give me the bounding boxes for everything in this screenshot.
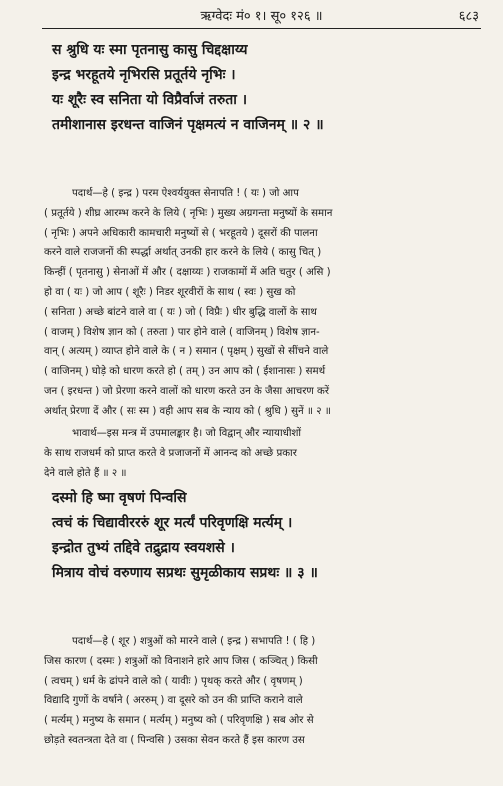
header-rule (42, 28, 481, 29)
bhavartha-2 (44, 424, 481, 483)
text-line: ( वाजम् ) विशेष ज्ञान को ( तरुता ) पार होने वाले ( वाजिनम् ) विशेष ज्ञान- (44, 326, 320, 338)
text-line: छोड़ते स्वतन्त्रता देते वा ( पिन्वसि ) उसका सेवन करते हैं इस कारण उस (44, 734, 305, 746)
text-line: पदार्थ—हे ( शूर ) शत्रुओं को मारने वाले ( इन्द्र ) सभापति ! ( हि ) (72, 636, 316, 647)
text-line: ( नृभिः ) अपने अधिकारी कामचारी मनुष्यों से ( भरहूतये ) दूसरों की पालना (44, 227, 318, 239)
mantra-line: यः शूरैः स्व सनिता यो विप्रैर्वाजं तरुता । (52, 92, 248, 108)
text-line: किन्हीं ( पृतनासु ) सेनाओं में और ( दक्षाय्यः ) राजकामों में अति चतुर ( असि ) (44, 267, 331, 279)
text-line: वान् ( अत्यम् ) व्याप्त होने वाले के ( न ) समान ( पृक्षम् ) सुखों से सींचने वाले (44, 346, 329, 358)
text-line: पदार्थ—हे ( इन्द्र ) परम ऐश्वर्ययुक्त सेनापति ! ( यः ) जो आप (72, 188, 299, 199)
text-line: देने वाले होते हैं ॥ २ ॥ (44, 467, 127, 479)
text-line: ( त्वचम् ) धर्म के ढांपने वाले को ( यावीः ) पृथक् करते और ( वृषणम् ) (44, 675, 303, 687)
text-line: के साथ राजधर्म को प्राप्त करते वे प्रजाजनों में आनन्द को अच्छे प्रकार (44, 447, 297, 459)
text-line: ( सनिता ) अच्छे बांटने वाले वा ( यः ) जो ( विप्रैः ) धीर बुद्धि वालों के साथ (44, 306, 317, 318)
text-line: हो वा ( यः ) जो आप ( शूरैः ) निडर शूरवीरों के साथ ( स्वः ) सुख को (44, 286, 296, 298)
mantra-3 (52, 486, 479, 586)
mantra-line: तमीशानास इरधन्त वाजिनं पृक्षमत्यं न वाजिनम् ॥ २ ॥ (52, 117, 324, 133)
text-line: अर्थात् प्रेरणा दें और ( सः स्म ) वही आप सब के न्याय को ( श्रुधि ) सुनें ॥ २ ॥ (44, 405, 331, 417)
text-line: जिस कारण ( दस्मः ) शत्रुओं को विनाशने हारे आप जिस ( कञ्चित् ) किसी (44, 655, 318, 667)
text-line: जन ( इरधन्त ) जो प्रेरणा करने वालों को धारण करते उन के जैसा आचरण करें (44, 385, 330, 397)
mantra-2 (52, 38, 479, 138)
text-line: विद्यादि गुणों के वर्षाने ( अररुम् ) वा दूसरे को उन की प्राप्ति कराने वाले (44, 695, 303, 707)
padartha-3 (44, 632, 481, 751)
page-number: ६८३ (458, 9, 479, 24)
padartha-2 (44, 184, 481, 422)
text-line: करने वाले राजजनों की स्पर्द्धा अर्थात् उनकी हार करने के लिये ( कासु चित् ) (44, 247, 322, 259)
mantra-line: दस्मो हि ष्मा वृषणं पिन्वसि (52, 490, 187, 506)
mantra-line: इन्द्रोत तुभ्यं तद्दिवे तद्रुद्राय स्वयशसे । (52, 540, 235, 556)
mantra-line: स श्रुधि यः स्मा पृतनासु कासु चिद्दक्षाय्य (52, 42, 248, 58)
mantra-line: मित्राय वोचं वरुणाय सप्रथः सुमृळीकाय सप्रथः ॥ ३ ॥ (52, 565, 318, 581)
text-line: ( मर्त्यम् ) मनुष्य के समान ( मर्त्यम् ) मनुष्य को ( परिवृणक्षि ) सब ओर से (44, 715, 314, 727)
mantra-line: त्वचं कं चिद्यावीरररुं शूर मर्त्यं परिवृणक्षि मर्त्यम् । (52, 515, 293, 531)
text-line: भावार्थ—इस मन्त्र में उपमालङ्कार है। जो विद्वान् और न्यायाधीशों (72, 428, 302, 439)
mantra-line: इन्द्र भरहूतये नृभिरसि प्रतूर्तये नृभिः । (52, 67, 236, 83)
text-line: ( प्रतूर्तये ) शीघ्र आरम्भ करने के लिये ( नृभिः ) मुख्य अग्रगन्ता मनुष्यों के समान (44, 207, 333, 219)
running-title: ऋग्वेदः मं० १। सू० १२६ ॥ (200, 9, 323, 24)
text-line: ( वाजिनम् ) घोड़े को धारण करते हो ( तम् ) उन आप को ( ईशानासः ) समर्थ (44, 366, 326, 378)
page-header (40, 4, 483, 28)
